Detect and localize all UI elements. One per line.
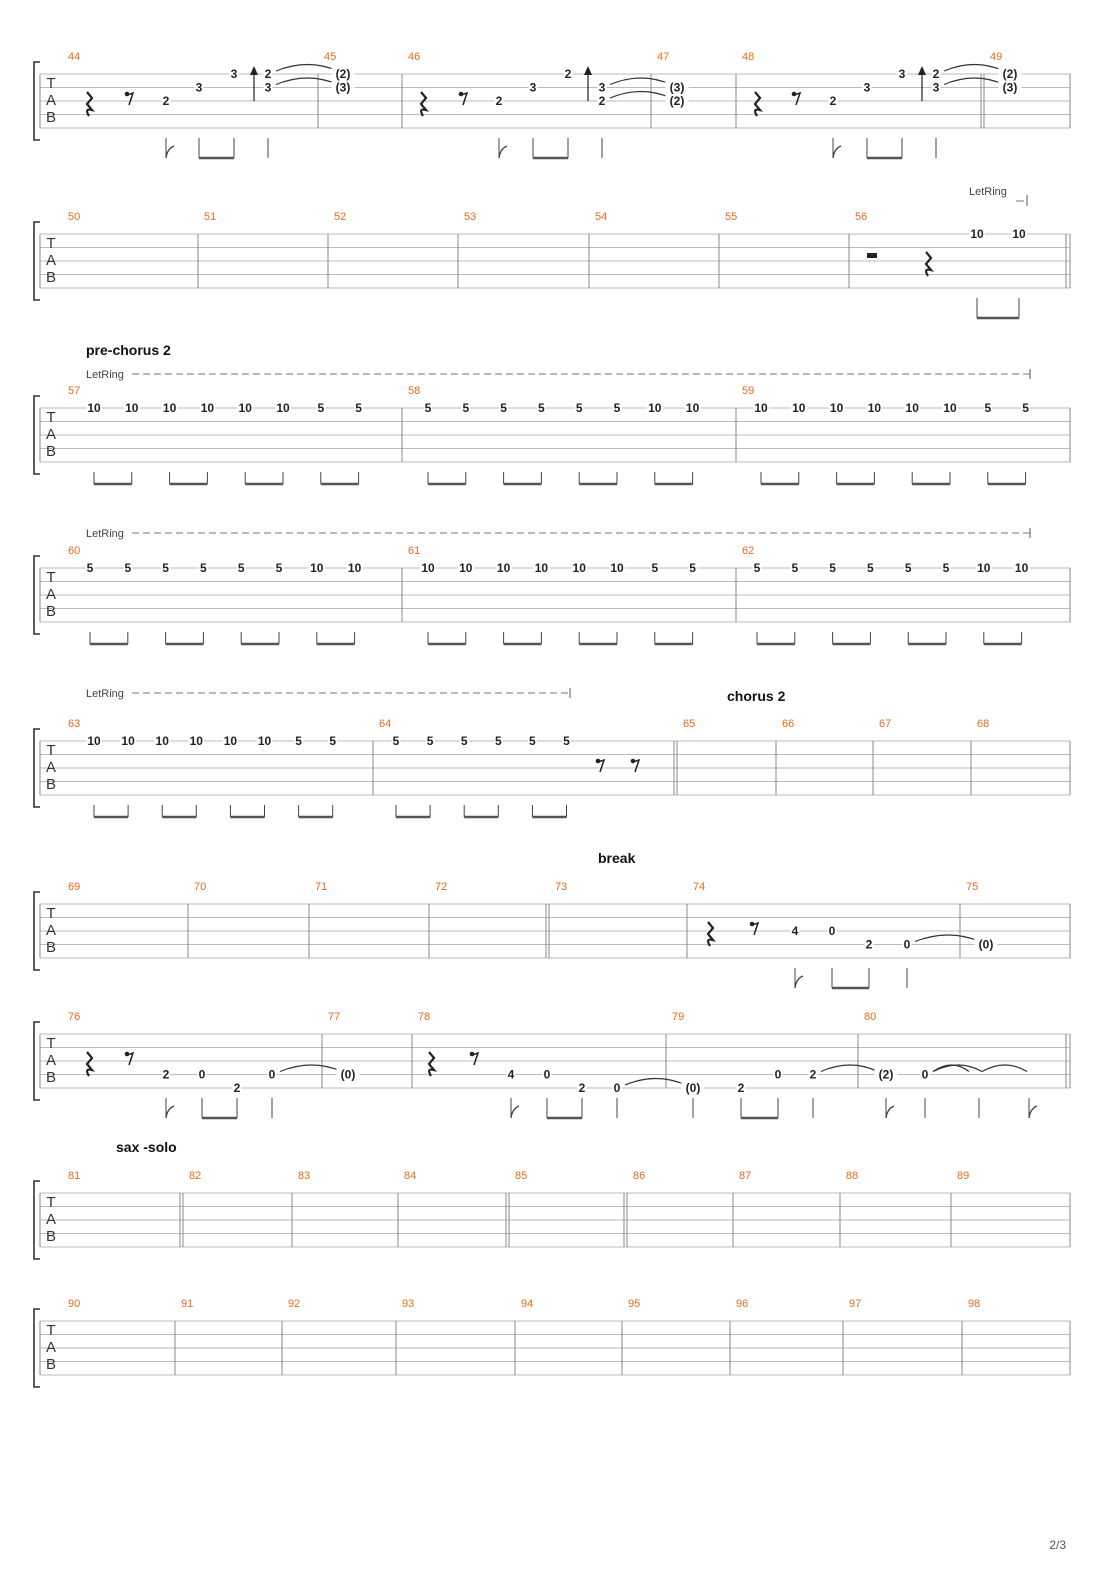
fret-number: 5 — [295, 734, 302, 748]
eighth-rest — [472, 1053, 478, 1065]
measure-number: 96 — [736, 1298, 749, 1310]
fret-number: 10 — [162, 401, 177, 415]
measure-number: 73 — [555, 881, 568, 893]
fret-number: 5 — [426, 734, 434, 748]
fret-number: 10 — [421, 561, 435, 575]
tab-system — [34, 51, 1070, 158]
fret-number: 5 — [237, 561, 245, 575]
fret-number: 0 — [543, 1067, 551, 1082]
fret-number: 5 — [829, 561, 836, 575]
tab-clef-letter: B — [45, 109, 57, 126]
measure-number: 89 — [957, 1170, 970, 1182]
fret-number: 5 — [575, 401, 583, 415]
measure-number: 68 — [977, 718, 990, 730]
measure-number: 44 — [68, 51, 81, 63]
tab-clef-letter: T — [46, 1322, 56, 1339]
quarter-rest — [708, 922, 713, 946]
tab-system — [34, 186, 1070, 318]
fret-number: 5 — [329, 734, 337, 748]
let-ring-label: LetRing — [86, 528, 124, 540]
fret-number: 10 — [189, 734, 203, 748]
measure-number: 64 — [379, 718, 392, 730]
measure-number: 87 — [739, 1170, 752, 1182]
tab-system — [34, 545, 1070, 644]
measure-number: 49 — [990, 51, 1003, 63]
quarter-rest — [87, 1052, 92, 1076]
tab-clef-letter: A — [45, 426, 57, 443]
strum-arrow-head — [584, 66, 592, 75]
tab-clef-letter: A — [45, 586, 57, 603]
eighth-rest — [598, 760, 604, 772]
tie-arc — [625, 1079, 686, 1086]
tab-clef-letter: A — [45, 92, 57, 109]
fret-number: 10 — [200, 401, 215, 415]
fret-number: 10 — [1012, 227, 1026, 241]
tab-clef-letter: T — [46, 569, 56, 586]
fret-number: 10 — [310, 561, 324, 575]
fret-number: 5 — [424, 401, 432, 415]
fret-number: 5 — [355, 401, 362, 415]
quarter-rest — [87, 92, 92, 116]
fret-number: 10 — [87, 734, 101, 748]
tab-clef-letter: T — [46, 742, 56, 759]
measure-number: 84 — [404, 1170, 417, 1182]
quarter-rest — [926, 252, 931, 276]
fret-number: 10 — [685, 401, 700, 415]
measure-number: 90 — [68, 1298, 81, 1310]
fret-number: 10 — [121, 734, 135, 748]
tab-clef-letter: B — [45, 1356, 57, 1373]
fret-number: 5 — [538, 401, 545, 415]
measure-number: 95 — [628, 1298, 641, 1310]
tab-clef-letter: T — [46, 905, 56, 922]
tab-system — [34, 342, 1070, 484]
fret-number: 5 — [529, 734, 536, 748]
fret-number: 2 — [932, 67, 940, 81]
measure-number: 75 — [966, 881, 979, 893]
fret-number: 2 — [578, 1081, 586, 1095]
fret-number: 10 — [155, 734, 169, 748]
measure-number: 51 — [204, 211, 217, 223]
system-bracket — [34, 729, 40, 807]
measure-number: 70 — [194, 881, 207, 893]
measure-number: 47 — [657, 51, 670, 63]
fret-number: 2 — [737, 1081, 745, 1095]
system-bracket — [34, 222, 40, 300]
tab-clef-letter: T — [46, 75, 56, 92]
tab-system — [34, 1139, 1070, 1259]
eighth-rest — [633, 760, 639, 772]
tie-arc — [944, 78, 1004, 85]
eighth-rest — [461, 93, 467, 105]
fret-number: 5 — [462, 401, 470, 415]
fret-number: 10 — [754, 401, 768, 415]
fret-number: 3 — [598, 80, 606, 95]
measure-number: 45 — [324, 51, 337, 63]
measure-number: 56 — [855, 211, 868, 223]
measure-number: 76 — [68, 1011, 81, 1023]
measure-number: 52 — [334, 211, 347, 223]
fret-number: 2 — [809, 1067, 817, 1082]
system-bracket — [34, 1181, 40, 1259]
fret-number: 3 — [195, 80, 203, 95]
fret-number: 5 — [460, 734, 468, 748]
fret-number: 0 — [903, 937, 911, 952]
tab-clef-letter: A — [45, 1052, 57, 1069]
fret-number: 10 — [1014, 561, 1029, 575]
let-ring-label: LetRing — [86, 369, 124, 381]
fret-number: (0) — [340, 1067, 356, 1082]
fret-number: 5 — [613, 401, 621, 415]
fret-number: 5 — [689, 561, 696, 575]
fret-number: 10 — [459, 561, 473, 575]
tie-arc — [280, 1065, 342, 1072]
strum-arrow-head — [918, 66, 926, 75]
measure-number: 92 — [288, 1298, 301, 1310]
fret-number: 3 — [863, 80, 871, 95]
fret-number: 2 — [162, 94, 170, 108]
fret-number: 10 — [496, 561, 511, 575]
tab-clef-letter: B — [45, 269, 57, 286]
measure-number: 55 — [725, 211, 738, 223]
measure-number: 78 — [418, 1011, 431, 1023]
tab-clef-letter: T — [46, 409, 56, 426]
tie-arc — [610, 92, 671, 99]
measure-number: 53 — [464, 211, 477, 223]
fret-number: 2 — [233, 1081, 241, 1095]
fret-number: 0 — [828, 924, 836, 938]
section-label: break — [598, 850, 636, 866]
note-flag — [1029, 1106, 1037, 1118]
fret-number: 10 — [648, 401, 662, 415]
measure-number: 71 — [315, 881, 328, 893]
fret-number: (2) — [878, 1067, 894, 1082]
eighth-rest — [127, 1053, 133, 1065]
fret-number: (0) — [978, 937, 994, 952]
section-label: chorus 2 — [727, 688, 786, 704]
fret-number: 5 — [200, 561, 207, 575]
fret-number: 3 — [932, 80, 940, 95]
fret-number: 5 — [275, 561, 283, 575]
fret-number: 10 — [87, 401, 101, 415]
fret-number: 10 — [867, 401, 882, 415]
tie-arc — [982, 1065, 1027, 1072]
tab-clef-letter: B — [45, 1069, 57, 1086]
measure-number: 85 — [515, 1170, 528, 1182]
tie-arc — [276, 78, 338, 85]
fret-number: 10 — [970, 227, 984, 241]
fret-number: 2 — [495, 94, 503, 108]
tab-clef-letter: B — [45, 603, 57, 620]
fret-number: 10 — [572, 561, 586, 575]
measure-number: 79 — [672, 1011, 685, 1023]
tab-clef-letter: T — [46, 1194, 56, 1211]
note-flag — [166, 1106, 174, 1118]
tab-clef-letter: A — [45, 759, 57, 776]
fret-number: 5 — [494, 734, 502, 748]
fret-number: 3 — [529, 80, 537, 95]
tie-arc — [915, 935, 980, 942]
measure-number: 74 — [693, 881, 706, 893]
eighth-rest — [127, 93, 133, 105]
tie-arc — [276, 65, 338, 72]
measure-number: 98 — [968, 1298, 981, 1310]
tie-arc — [944, 65, 1004, 72]
measure-number: 83 — [298, 1170, 311, 1182]
note-flag — [833, 146, 841, 158]
measure-number: 82 — [189, 1170, 202, 1182]
fret-number: (2) — [335, 67, 351, 81]
fret-number: 0 — [774, 1067, 782, 1082]
fret-number: 10 — [125, 401, 139, 415]
fret-number: 5 — [867, 561, 874, 575]
tab-clef-letter: B — [45, 776, 57, 793]
eighth-rest — [752, 923, 758, 935]
tab-clef-letter: B — [45, 939, 57, 956]
fret-number: 5 — [651, 561, 659, 575]
system-bracket — [34, 396, 40, 474]
fret-number: 3 — [264, 80, 272, 95]
system-bracket — [34, 62, 40, 140]
fret-number: 2 — [829, 94, 837, 108]
fret-number: (3) — [1002, 80, 1018, 95]
measure-number: 97 — [849, 1298, 862, 1310]
system-bracket — [34, 892, 40, 970]
fret-number: (0) — [685, 1081, 701, 1095]
tab-clef-letter: B — [45, 443, 57, 460]
measure-number: 50 — [68, 211, 81, 223]
measure-number: 46 — [408, 51, 421, 63]
fret-number: 3 — [898, 67, 906, 81]
system-bracket — [34, 556, 40, 634]
tab-system — [34, 688, 1070, 817]
quarter-rest — [755, 92, 760, 116]
fret-number: 2 — [598, 94, 606, 108]
section-label: pre-chorus 2 — [86, 342, 171, 358]
let-ring-label: LetRing — [86, 688, 124, 700]
fret-number: 4 — [507, 1067, 515, 1082]
measure-number: 81 — [68, 1170, 81, 1182]
measure-number: 93 — [402, 1298, 415, 1310]
measure-number: 69 — [68, 881, 81, 893]
fret-number: 5 — [317, 401, 325, 415]
tab-system — [34, 1011, 1070, 1118]
measure-number: 60 — [68, 545, 81, 557]
measure-number: 62 — [742, 545, 755, 557]
fret-number: 10 — [347, 561, 362, 575]
fret-number: 0 — [613, 1081, 621, 1095]
measure-number: 63 — [68, 718, 81, 730]
fret-number: 10 — [238, 401, 252, 415]
fret-number: 5 — [904, 561, 912, 575]
note-flag — [499, 146, 507, 158]
page-number: 2/3 — [1049, 1538, 1066, 1552]
fret-number: (2) — [1002, 67, 1018, 81]
note-flag — [511, 1106, 519, 1118]
tab-clef-letter: A — [45, 922, 57, 939]
fret-number: 10 — [223, 734, 238, 748]
tab-system — [34, 1298, 1070, 1387]
measure-number: 86 — [633, 1170, 646, 1182]
quarter-rest — [421, 92, 426, 116]
measure-number: 77 — [328, 1011, 341, 1023]
fret-number: 10 — [276, 401, 290, 415]
fret-number: 2 — [162, 1067, 170, 1082]
measure-number: 58 — [408, 385, 421, 397]
fret-number: 10 — [792, 401, 806, 415]
fret-number: 5 — [984, 401, 992, 415]
section-label: sax -solo — [116, 1139, 177, 1155]
fret-number: 10 — [943, 401, 957, 415]
system-bracket — [34, 1309, 40, 1387]
fret-number: 10 — [829, 401, 844, 415]
measure-number: 54 — [595, 211, 608, 223]
note-flag — [166, 146, 174, 158]
let-ring-label: LetRing — [969, 186, 1007, 198]
fret-number: 0 — [198, 1067, 206, 1082]
tie-arc — [610, 78, 671, 85]
tab-system — [34, 850, 1070, 988]
fret-number: 5 — [1022, 401, 1029, 415]
strum-arrow-head — [250, 66, 258, 75]
tab-clef-letter: T — [46, 1035, 56, 1052]
measure-number: 59 — [742, 385, 755, 397]
fret-number: 0 — [268, 1067, 276, 1082]
fret-number: 5 — [500, 401, 507, 415]
fret-number: 10 — [534, 561, 549, 575]
fret-number: 2 — [264, 67, 272, 81]
measure-number: 48 — [742, 51, 755, 63]
fret-number: 5 — [753, 561, 761, 575]
measure-number: 67 — [879, 718, 892, 730]
tab-clef-letter: A — [45, 1339, 57, 1356]
tab-clef-letter: T — [46, 235, 56, 252]
tab-clef-letter: B — [45, 1228, 57, 1245]
fret-number: 3 — [230, 67, 238, 81]
fret-number: (3) — [669, 80, 685, 95]
fret-number: 10 — [905, 401, 919, 415]
tab-clef-letter: A — [45, 1211, 57, 1228]
measure-number: 94 — [521, 1298, 534, 1310]
fret-number: 5 — [942, 561, 950, 575]
measure-number: 57 — [68, 385, 81, 397]
fret-number: 10 — [610, 561, 624, 575]
fret-number: 10 — [257, 734, 272, 748]
quarter-rest — [429, 1052, 434, 1076]
fret-number: 5 — [124, 561, 132, 575]
tab-clef-letter: A — [45, 252, 57, 269]
fret-number: 5 — [563, 734, 570, 748]
measure-number: 65 — [683, 718, 696, 730]
fret-number: 5 — [86, 561, 94, 575]
fret-number: 5 — [162, 561, 169, 575]
eighth-rest — [794, 93, 800, 105]
measure-number: 61 — [408, 545, 421, 557]
fret-number: 10 — [977, 561, 991, 575]
fret-number: 5 — [392, 734, 400, 748]
fret-number: 0 — [921, 1067, 929, 1082]
note-flag — [795, 976, 803, 988]
fret-number: 5 — [791, 561, 799, 575]
measure-number: 80 — [864, 1011, 877, 1023]
measure-number: 88 — [846, 1170, 859, 1182]
fret-number: 4 — [791, 924, 799, 938]
measure-number: 91 — [181, 1298, 194, 1310]
tie-arc — [821, 1065, 878, 1072]
system-bracket — [34, 1022, 40, 1100]
fret-number: (2) — [669, 94, 685, 108]
measure-number: 72 — [435, 881, 448, 893]
half-rest — [867, 253, 877, 258]
fret-number: 2 — [865, 937, 873, 952]
fret-number: (3) — [335, 80, 351, 95]
measure-number: 66 — [782, 718, 795, 730]
note-flag — [886, 1106, 894, 1118]
fret-number: 2 — [564, 67, 572, 81]
